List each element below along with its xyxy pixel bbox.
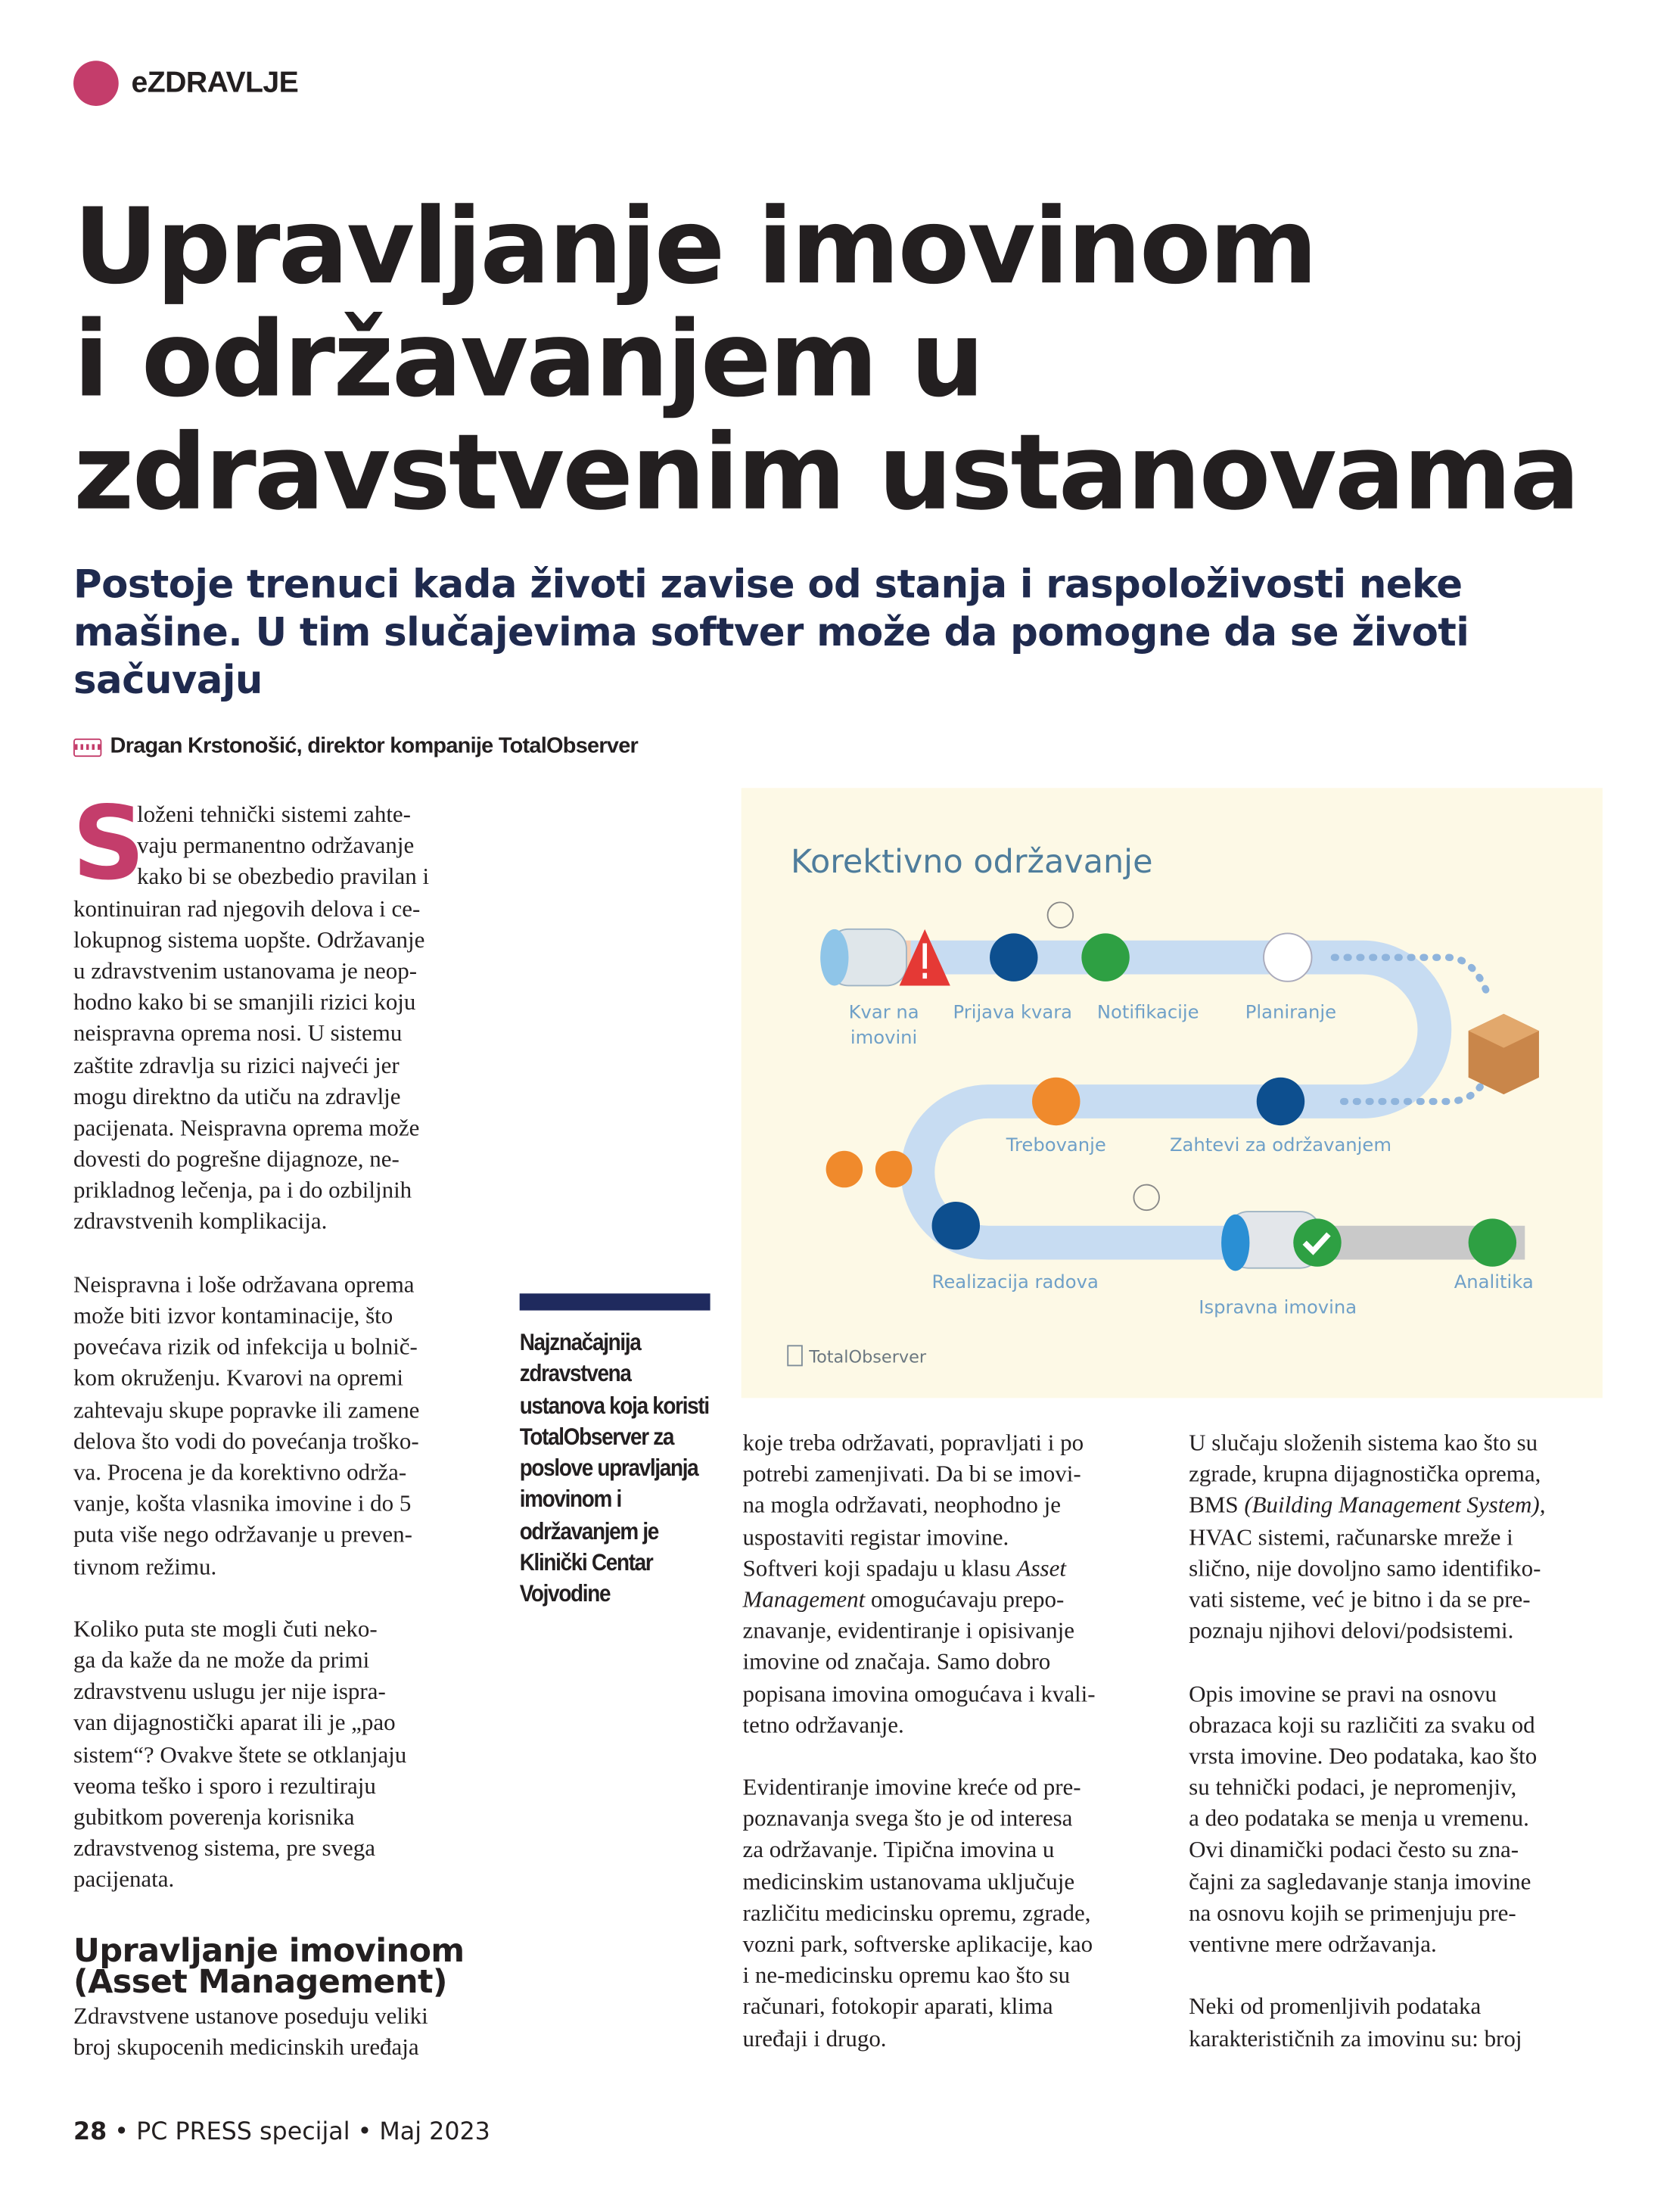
drop-cap: S xyxy=(72,783,145,903)
pullquote-line: poslove upravljanja xyxy=(519,1454,698,1482)
text-segment: imovine od značaja. Samo dobro xyxy=(742,1648,1051,1675)
text-line xyxy=(743,1835,1167,1866)
text-segment: poznavanja svega što je od interesa xyxy=(742,1805,1073,1832)
step-label: Ispravna imovina xyxy=(1199,1296,1357,1318)
pullquote xyxy=(519,1327,709,1610)
author-line xyxy=(73,734,638,760)
text-line: Zdravstvene ustanove poseduju veliki xyxy=(73,2002,428,2029)
text-segment: Opis imovine se pravi na osnovu xyxy=(1189,1679,1497,1707)
text-line xyxy=(1189,1428,1612,1459)
text-line xyxy=(743,1992,1167,2023)
paragraph-gap xyxy=(743,1741,1167,1772)
text-line: kako bi se obezbedio pravilan i xyxy=(137,863,430,891)
text-segment: računari, fotokopir aparati, klima xyxy=(742,1993,1053,2021)
text-line: broj skupocenih medicinskih uređaja xyxy=(73,2033,419,2061)
text-segment: popisana imovina omogućava i kvali- xyxy=(742,1679,1096,1707)
text-line xyxy=(1189,1992,1612,2023)
text-segment: koje treba održavati, popravljati i po xyxy=(742,1429,1084,1456)
text-segment: čajni za sagledavanje stanja imovine xyxy=(1189,1868,1531,1895)
text-line xyxy=(743,1616,1167,1647)
text-line xyxy=(743,1647,1167,1678)
package-icon xyxy=(1469,1014,1539,1094)
text-line xyxy=(743,1929,1167,1960)
text-line xyxy=(743,1960,1167,1991)
text-line xyxy=(1189,1585,1612,1616)
text-line: zdravstvenih komplikacija. xyxy=(73,1208,328,1235)
text-line: neispravna oprema nosi. U sistemu xyxy=(73,1019,403,1047)
text-segment: HVAC sistemi, računarske mreže i xyxy=(1189,1523,1513,1551)
text-line xyxy=(1189,1678,1612,1710)
italic-term: Management xyxy=(742,1585,866,1613)
text-segment: Softveri koji spadaju u klasu xyxy=(742,1554,1017,1582)
text-line xyxy=(1189,1741,1612,1772)
corrective-maintenance-diagram xyxy=(742,788,1603,1398)
materials-icon xyxy=(826,1151,863,1188)
article-title xyxy=(73,186,1627,534)
keyboard-icon xyxy=(73,738,101,756)
text-segment: Neki od promenljivih podataka xyxy=(1189,1993,1482,2021)
pullquote-line: zdravstvena xyxy=(519,1360,631,1387)
text-line: vanje, košta vlasnika imovine i do 5 xyxy=(73,1489,412,1517)
text-line: zahtevaju skupe popravke ili zamene xyxy=(73,1395,420,1423)
step-label: Trebovanje xyxy=(1006,1133,1106,1156)
text-line: Koliko puta ste mogli čuti neko- xyxy=(73,1615,378,1642)
page-number: 28 xyxy=(73,2118,107,2147)
pullquote-line: Vojvodine xyxy=(519,1580,611,1608)
author-text: Dragan Krstonošić, direktor kompanije TotalObserver xyxy=(110,734,639,759)
pullquote-line: imovinom i xyxy=(519,1486,621,1514)
text-segment: karakterističnih za imovinu su: broj xyxy=(1189,2024,1522,2052)
text-line xyxy=(743,1898,1167,1929)
text-line: mogu direktno da utiču na zdravlje xyxy=(73,1082,401,1110)
step-label: Analitika xyxy=(1454,1270,1534,1293)
text-segment: zgrade, krupna dijagnostička oprema, xyxy=(1189,1460,1541,1488)
text-line: puta više nego održavanje u preven- xyxy=(73,1521,412,1548)
text-line: zdravstvenog sistema, pre svega xyxy=(73,1834,376,1862)
text-segment: uređaji i drugo. xyxy=(742,2024,887,2052)
paragraph-gap xyxy=(73,1896,497,1927)
title-line: i održavanjem u xyxy=(73,299,983,422)
text-line xyxy=(1189,1459,1612,1490)
text-segment: i ne-medicinsku opremu kao što su xyxy=(742,1962,1071,1989)
stopwatch-icon xyxy=(1048,902,1074,928)
text-segment: ventivne mere održavanja. xyxy=(1189,1930,1437,1958)
text-line: prikladnog lečenja, pa i do ozbiljnih xyxy=(73,1176,412,1204)
text-line: vaju permanentno održavanje xyxy=(137,832,415,859)
text-line: može biti izvor kontaminacije, što xyxy=(73,1302,393,1329)
text-segment: tetno održavanje. xyxy=(742,1711,904,1738)
paragraph-gap xyxy=(1189,1960,1612,1991)
text-line: kontinuiran rad njegovih delova i ce- xyxy=(73,894,421,922)
page-footer xyxy=(73,2118,490,2146)
step-label: Notifikacije xyxy=(1096,1000,1199,1023)
text-line: ga da kaže da ne može da primi xyxy=(73,1646,370,1674)
paragraph-gap xyxy=(73,1582,497,1613)
title-line: zdravstvenim ustanovama xyxy=(73,412,1578,534)
text-line: va. Procena je da korektivno održa- xyxy=(73,1458,407,1486)
text-line xyxy=(743,1585,1167,1616)
text-line: sistem“? Ovakve štete se otklanjaju xyxy=(73,1741,407,1768)
section-label: eZDRAVLJE xyxy=(131,66,299,99)
text-segment: na osnovu kojih se primenjuju pre- xyxy=(1189,1899,1516,1926)
pullquote-bar xyxy=(520,1293,711,1310)
text-line: pacijenata. xyxy=(73,1865,175,1893)
step-label: Kvar na xyxy=(848,1000,919,1023)
check-icon xyxy=(1293,1218,1341,1266)
text-segment: uspostaviti registar imovine. xyxy=(742,1523,1009,1551)
materials-icon-2 xyxy=(875,1151,913,1188)
work-execution-icon xyxy=(932,1202,980,1249)
text-line xyxy=(1189,2023,1612,2054)
column-3 xyxy=(1189,1428,1612,2055)
requisition-icon xyxy=(1032,1078,1080,1125)
text-line: povećava rizik od infekcija u bolnič- xyxy=(73,1333,418,1361)
section-heading xyxy=(73,1933,497,2001)
text-segment: potrebi zamenjivati. Da bi se imovi- xyxy=(742,1460,1081,1488)
text-line: zdravstvenu uslugu jer nije ispra- xyxy=(73,1678,386,1705)
text-line xyxy=(1189,1553,1612,1584)
text-line xyxy=(743,1428,1167,1459)
text-segment: za održavanje. Tipična imovina u xyxy=(742,1836,1055,1864)
text-line: u zdravstvenim ustanovama je neop- xyxy=(73,957,418,985)
step-label: Prijava kvara xyxy=(953,1000,1073,1023)
text-segment: U slučaju složenih sistema kao što su xyxy=(1189,1429,1538,1456)
text-line xyxy=(743,1803,1167,1834)
text-line xyxy=(1189,1898,1612,1929)
pullquote-line: Najznačajnija xyxy=(519,1328,641,1356)
text-line: pacijenata. Neispravna oprema može xyxy=(73,1114,420,1141)
text-line xyxy=(743,1522,1167,1553)
text-segment: a deo podataka se menja u vremenu. xyxy=(1189,1805,1529,1832)
brand-label: TotalObserver xyxy=(809,1347,927,1367)
heading-line: Upravljanje imovinom xyxy=(73,1933,465,1970)
publication-name: PC PRESS specijal xyxy=(136,2118,350,2147)
step-label: Realizacija radova xyxy=(931,1270,1099,1293)
italic-term: (Building Management System), xyxy=(1244,1492,1546,1519)
column-2 xyxy=(743,1428,1167,2055)
analytics-icon xyxy=(1469,1218,1516,1266)
step-label: imovini xyxy=(850,1025,918,1048)
text-segment: vrsta imovine. Deo podataka, kao što xyxy=(1189,1742,1538,1769)
pullquote-line: Klinički Centar xyxy=(519,1549,653,1576)
text-line xyxy=(1189,1866,1612,1897)
text-line: lokupnog sistema uopšte. Održavanje xyxy=(73,926,425,954)
paragraph-gap xyxy=(1189,1647,1612,1678)
article-subtitle: Postoje trenuci kada životi zavise od stanja i raspoloživosti neke mašine. U tim slučajevima softver može da pomogne da se životi sačuvaju xyxy=(73,562,1469,704)
text-segment: omogućavaju prepo- xyxy=(865,1585,1065,1613)
report-fault-icon xyxy=(990,933,1037,981)
text-line xyxy=(743,1553,1167,1584)
stopwatch-icon-2 xyxy=(1133,1185,1159,1211)
text-line xyxy=(743,1490,1167,1521)
text-segment: znavanje, evidentiranje i opisivanje xyxy=(742,1616,1075,1644)
text-line: van dijagnostički aparat ili je „pao xyxy=(73,1709,396,1737)
text-line xyxy=(1189,1835,1612,1866)
pullquote-line: TotalObserver za xyxy=(519,1423,674,1451)
pullquote-line: održavanjem je xyxy=(519,1517,659,1545)
text-segment: slično, nije dovoljno samo identifiko- xyxy=(1189,1554,1541,1582)
heading-line: (Asset Management) xyxy=(73,1964,447,2001)
text-segment: Ovi dinamički podaci često su zna- xyxy=(1189,1836,1519,1864)
text-line xyxy=(743,1772,1167,1803)
italic-term: Asset xyxy=(1016,1554,1066,1582)
text-segment: obrazaca koji su različiti za svaku od xyxy=(1189,1711,1535,1738)
text-line: hodno kako bi se smanjili rizici koju xyxy=(73,988,416,1016)
text-segment: su tehnički podaci, je nepromenjiv, xyxy=(1189,1773,1517,1801)
separator: • xyxy=(357,2118,380,2147)
maintenance-request-icon xyxy=(1257,1078,1304,1125)
text-line: delova što vodi do povećanja troško- xyxy=(73,1427,419,1454)
text-line xyxy=(1189,1803,1612,1834)
title-line: Upravljanje imovinom xyxy=(73,186,1316,308)
text-line xyxy=(1189,1710,1612,1741)
text-line xyxy=(1189,1522,1612,1553)
text-line: veoma teško i sporo i rezultiraju xyxy=(73,1772,376,1799)
column-1 xyxy=(72,783,497,2063)
text-line: tivnom režimu. xyxy=(73,1552,217,1580)
text-segment: BMS xyxy=(1189,1492,1245,1519)
pullquote-line: ustanova koja koristi xyxy=(519,1392,709,1419)
step-label: Planiranje xyxy=(1245,1000,1336,1023)
text-line xyxy=(743,1678,1167,1710)
broken-asset-icon xyxy=(820,929,906,986)
text-segment: vati sisteme, već je bitno i da se pre- xyxy=(1189,1585,1531,1613)
text-line: gubitkom poverenja korisnika xyxy=(73,1803,355,1831)
notification-icon xyxy=(1081,933,1129,981)
diagram-title: Korektivno održavanje xyxy=(790,843,1153,882)
planning-icon xyxy=(1264,933,1311,981)
text-segment: različitu medicinsku opremu, zgrade, xyxy=(742,1899,1091,1926)
text-line xyxy=(1189,1772,1612,1803)
text-line xyxy=(1189,1490,1612,1521)
text-line: kom okruženju. Kvarovi na opremi xyxy=(73,1364,404,1392)
text-line: Neispravna i loše održavana oprema xyxy=(73,1271,415,1298)
text-segment: na mogla održavati, neophodno je xyxy=(742,1492,1062,1519)
text-line xyxy=(743,2023,1167,2054)
text-segment: vozni park, softverske aplikacije, kao xyxy=(742,1930,1093,1958)
text-line xyxy=(743,1866,1167,1897)
text-line xyxy=(743,1710,1167,1741)
text-line: zaštite zdravlja su rizici najveći jer xyxy=(73,1051,400,1078)
text-line xyxy=(1189,1929,1612,1960)
text-line: loženi tehnički sistemi zahte- xyxy=(137,801,412,828)
text-segment: poznaju njihovi delovi/podsistemi. xyxy=(1189,1616,1514,1644)
section-dot-icon xyxy=(73,61,119,106)
issue-date: Maj 2023 xyxy=(379,2118,490,2147)
text-line: dovesti do pogrešne dijagnoze, ne- xyxy=(73,1145,400,1172)
text-segment: Evidentiranje imovine kreće od pre- xyxy=(742,1773,1081,1801)
text-line xyxy=(1189,1616,1612,1647)
separator: • xyxy=(114,2118,137,2147)
text-segment: medicinskim ustanovama uključuje xyxy=(742,1868,1075,1895)
paragraph-gap xyxy=(73,1238,497,1269)
step-label: Zahtevi za održavanjem xyxy=(1169,1133,1391,1156)
totalobserver-logo-icon xyxy=(788,1346,802,1365)
text-line xyxy=(743,1459,1167,1490)
